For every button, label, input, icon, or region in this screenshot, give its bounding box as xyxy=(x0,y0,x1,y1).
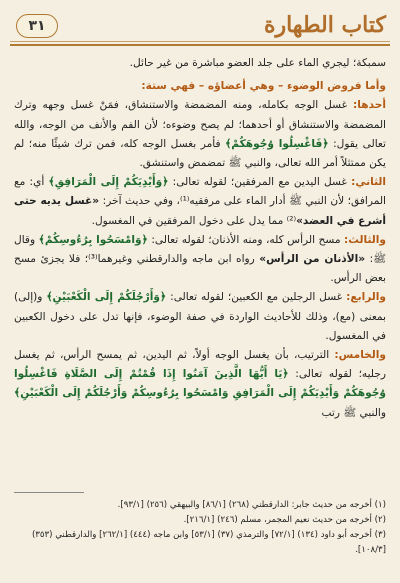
paragraph-second xyxy=(14,173,386,231)
paragraph-fifth xyxy=(14,346,386,423)
text-run: ، وفي حديث آخر: xyxy=(99,195,180,208)
item-label: والخامس: xyxy=(334,349,386,362)
footnote-1: (١) أخرجه من حديث جابر: الدارقطني (٢٦٨) [٨٦/١] والبيهقي (٢٥٦) [٩٣/١]. xyxy=(117,500,386,510)
header-rule xyxy=(10,44,390,46)
footnote-ref: ⁽²⁾ xyxy=(286,214,297,227)
quran-verse: ﴿وَامْسَحُوا بِرُءُوسِكُمْ﴾ xyxy=(38,233,148,246)
text-run: فأمر بغسل الوجه كله، فمن ترك شيئًا منه؛ لم يكن ممتثلاً أمر الله تعالى، والنبي ﷺ تمضمض واستنشق. xyxy=(14,137,386,170)
footnote-ref: ⁽³⁾ xyxy=(88,253,98,266)
footnote-3: (٣) أخرجه أبو داود (١٣٤) [٧٢/١] والترمذي (٣٧) [٥٣/١] وابن ماجه (٤٤٤) [٢٦٢/١] والدارقطني (٣٥٣) xyxy=(31,530,386,540)
page-number: ٣١ xyxy=(16,14,58,38)
text-run: أي: مع المرافق؛ لأن النبي ﷺ أدار الماء على مرفقيه xyxy=(14,176,387,208)
footnote-ref: ⁽¹⁾ xyxy=(179,195,190,208)
quran-verse: ﴿وَأَيْدِيَكُمْ إِلَى الْمَرَافِقِ﴾ xyxy=(48,176,169,189)
text-run: رواه ابن ماجه والدارقطني وغيرهما xyxy=(97,253,260,266)
header-rule-thin xyxy=(10,41,390,42)
footnote-divider xyxy=(14,492,84,493)
paragraph-first xyxy=(14,96,386,173)
quran-verse: ﴿يَا أَيُّهَا الَّذِينَ آمَنُوا إِذَا قُمْتُمْ إِلَى الصَّلَاةِ فَاغْسِلُوا وُجُوهَكُمْ وَأَيْدِيَكُمْ إِلَى الْمَرَافِقِ وَامْسَحُوا بِرُءُوسِكُمْ وَأَرْجُلَكُمْ إِلَى الْكَعْبَيْنِ﴾ xyxy=(14,368,386,400)
text-run: والنبي ﷺ رتب xyxy=(321,406,386,419)
item-label: الثاني: xyxy=(351,176,387,189)
text-run: و(إلى) بمعنى (مع)، وذلك للأحاديث الواردة في صفة الوضوء، فإنها تدل على دخول الكعبين في المغسول. xyxy=(14,291,386,342)
text-run: ؛ فلا يجزئ مسح بعض الرأس. xyxy=(14,253,386,285)
text-run: غسل الرجلين مع الكعبين؛ لقوله تعالى: xyxy=(166,291,347,304)
quran-verse: ﴿فَاغْسِلُوا وُجُوهَكُمْ﴾ xyxy=(225,137,329,150)
hadith-quote: «الأذنان من الرأس» xyxy=(259,253,366,266)
paragraph-fourth xyxy=(14,288,386,346)
text-run: وقال ﷺ: xyxy=(14,233,386,266)
item-label: والرابع: xyxy=(346,291,386,304)
text-run: غسل اليدين مع المرفقين؛ لقوله تعالى: xyxy=(168,176,352,189)
book-title: كتاب الطهارة xyxy=(263,12,386,38)
text-run: مما يدل على دخول المرفقين في المغسول. xyxy=(91,214,287,227)
footnote-2: (٢) أخرجه من حديث نعيم المجمر، مسلم (٢٤٦) [٢١٦/١]. xyxy=(183,515,386,525)
page-body xyxy=(14,54,386,423)
text-run: غسل الوجه بكامله، ومنه المضمضة والاستنشاق، فمَنْ غسل وجهه وترك المضمضة والاستنشاق أو أحدهما؛ لم يصح وضوءه؛ لأن الفم والأنف من الوجه، والله تعالى يقول: xyxy=(14,99,386,150)
text-run: الترتيب، بأن يغسل الوجه أولاً، ثم اليدين، ثم يمسح الرأس، ثم يغسل رجليه؛ لقوله تعالى: xyxy=(14,349,386,381)
page-header xyxy=(10,10,390,46)
footnotes xyxy=(14,498,386,558)
footnote-3-continued: [١٠٨/٣]. xyxy=(355,545,386,555)
intro-paragraph: سمبكة؛ ليجري الماء على جلد العضو مباشرة من غير حائل. xyxy=(129,57,386,69)
item-label: أحدها: xyxy=(353,99,386,112)
paragraph-third xyxy=(14,231,386,289)
item-label: والثالث: xyxy=(344,233,386,246)
section-heading: وأما فروض الوضوء – وهي أعضاؤه – فهي ستة: xyxy=(141,80,386,93)
hadith-quote: «غسل يديه حتى أشرع في العضد» xyxy=(14,195,386,227)
text-run: مسح الرأس كله، ومنه الأذنان؛ لقوله تعالى: xyxy=(147,233,345,246)
quran-verse: ﴿وَأَرْجُلَكُمْ إِلَى الْكَعْبَيْنِ﴾ xyxy=(46,291,167,304)
